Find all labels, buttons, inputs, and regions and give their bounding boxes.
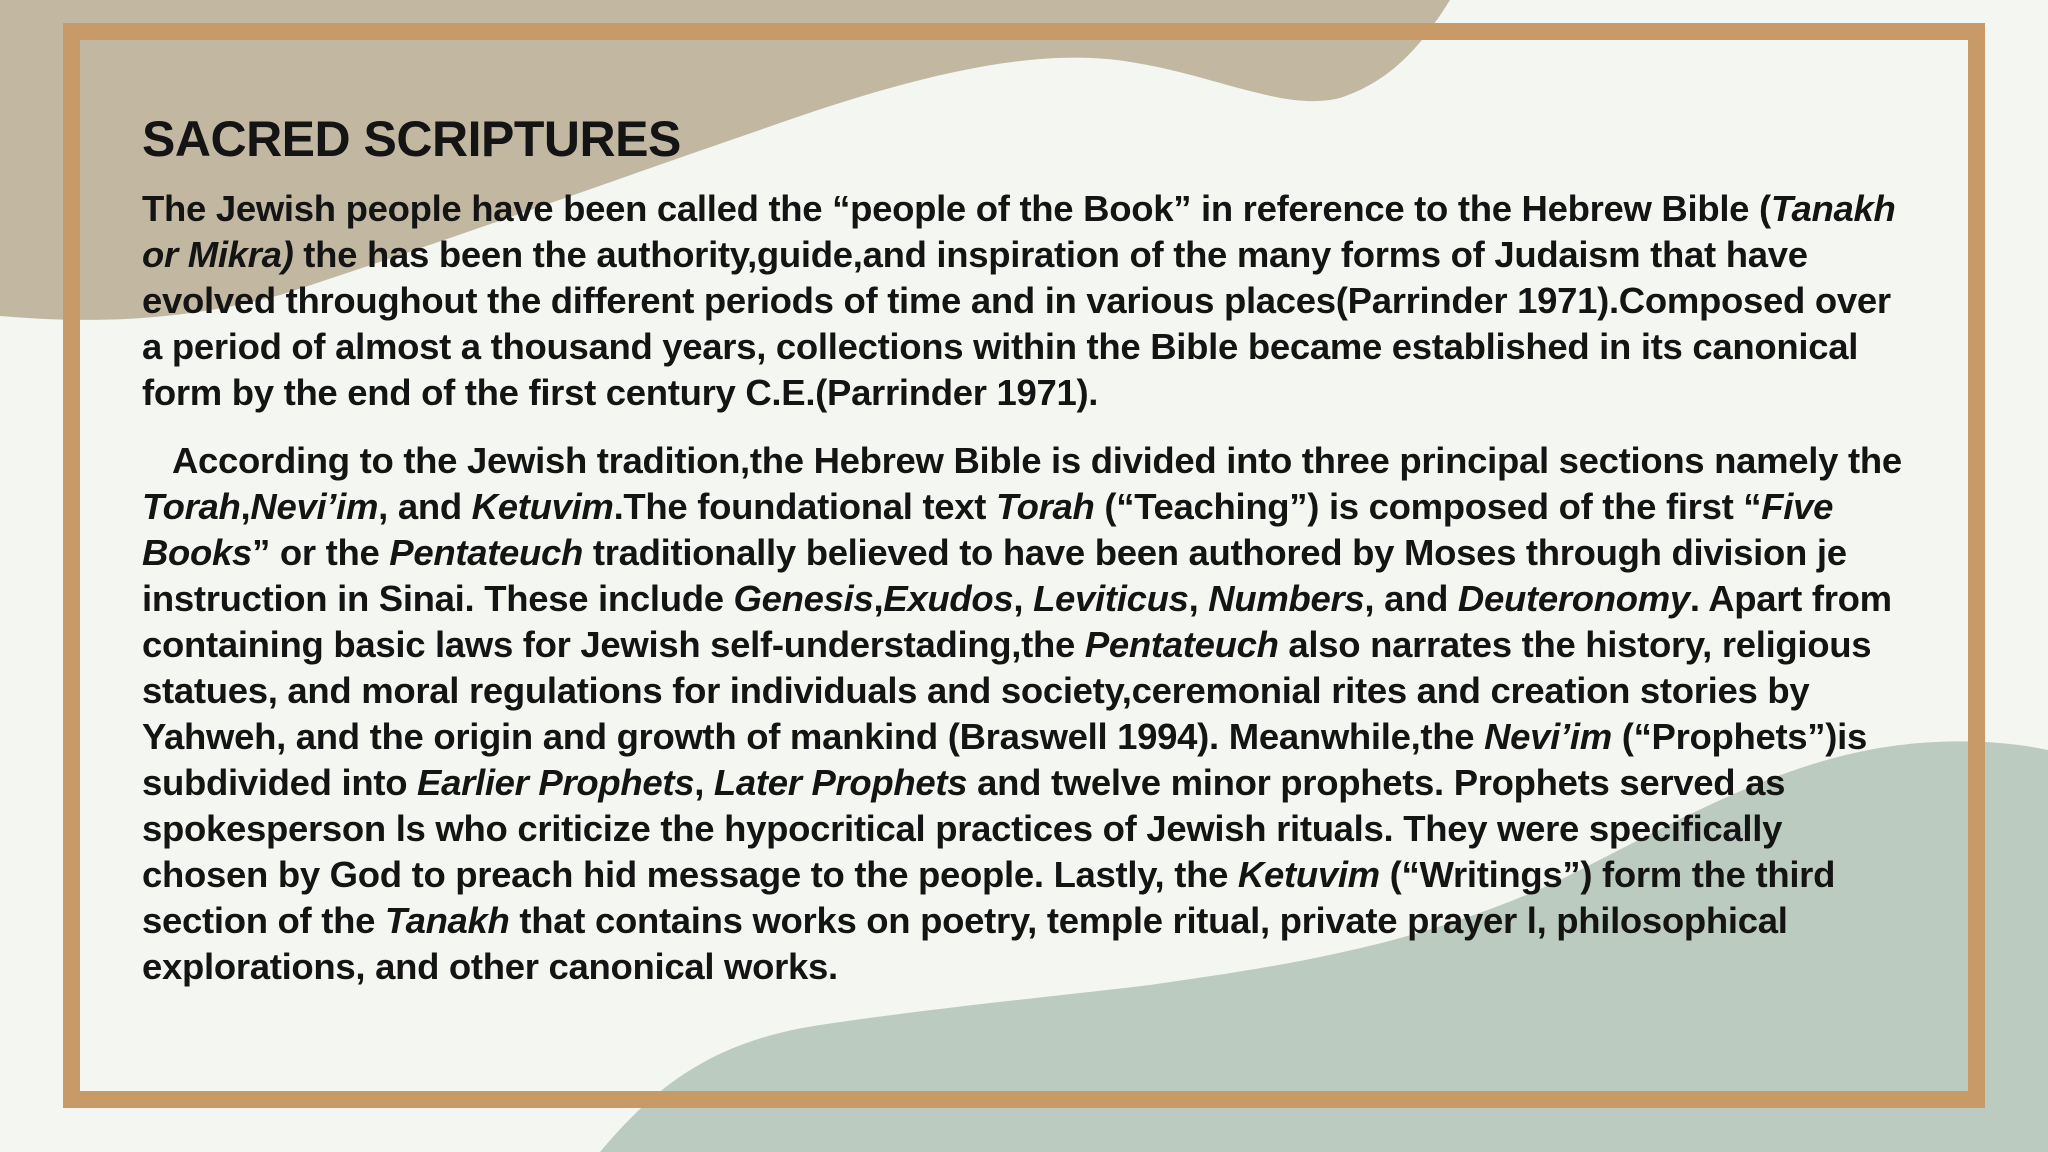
italic-text-run: Torah <box>996 486 1095 527</box>
italic-text-run: Nevi’im <box>1484 716 1612 757</box>
text-run: (“Teaching”) is composed of the first “ <box>1094 486 1762 527</box>
text-run: that contains works on poetry, temple ritual, private prayer l, philosophical explorations, and other canonical works. <box>142 900 1788 987</box>
italic-text-run: Nevi’im <box>250 486 379 527</box>
italic-text-run: Five Books <box>142 486 1834 573</box>
slide-title: SACRED SCRIPTURES <box>142 111 681 167</box>
text-run: (“Prophets”)is subdivided into <box>142 716 1867 803</box>
text-run: , <box>1188 578 1209 619</box>
text-run: .The foundational text <box>613 486 996 527</box>
italic-text-run: Pentateuch <box>1084 624 1279 665</box>
paragraph-1 <box>142 186 1902 416</box>
italic-text-run: Later Prophets <box>713 762 968 803</box>
text-run: , <box>1013 578 1034 619</box>
text-run: , <box>873 578 884 619</box>
italic-text-run: Genesis <box>733 578 874 619</box>
text-run: , <box>694 762 714 803</box>
text-run: , and <box>1364 578 1458 619</box>
text-run: (“Writings”) form the third section of the <box>142 854 1836 941</box>
italic-text-run: Pentateuch <box>389 532 584 573</box>
text-run: , <box>240 486 251 527</box>
paragraph-2 <box>142 438 1902 990</box>
italic-text-run: Tanakh or Mikra) <box>142 188 1896 275</box>
italic-text-run: Exudos <box>883 578 1014 619</box>
text-run: the has been the authority,guide,and inspiration of the many forms of Judaism that have evolved throughout the different periods of time and in various places(Parrinder 1971).Composed over a period of almost a thousand years, collections within the Bible became established in its canonical form by the end of the first century C.E.(Parrinder 1971). <box>142 234 1891 413</box>
text-run: also narrates the history, religious statues, and moral regulations for individuals and society,ceremonial rites and creation stories by Yahweh, and the origin and growth of mankind (Braswell 1994). Meanwhile,the <box>142 624 1872 757</box>
italic-text-run: Ketuvim <box>471 486 614 527</box>
italic-text-run: Tanakh <box>384 900 510 941</box>
text-run: . Apart from containing basic laws for Jewish self-understading,the <box>142 578 1892 665</box>
text-run: and twelve minor prophets. Prophets served as spokesperson ls who criticize the hypocritical practices of Jewish rituals. They were specifically chosen by God to preach hid message to the people. Lastly, the <box>142 762 1786 895</box>
italic-text-run: Leviticus <box>1033 578 1189 619</box>
text-run: traditionally believed to have been authored by Moses through division je instruction in Sinai. These include <box>142 532 1847 619</box>
italic-text-run: Torah <box>142 486 241 527</box>
text-run: , and <box>378 486 472 527</box>
italic-text-run: Ketuvim <box>1237 854 1380 895</box>
text-run: ” or the <box>252 532 390 573</box>
text-run: The Jewish people have been called the “people of the Book” in reference to the Hebrew Bible ( <box>142 188 1771 229</box>
italic-text-run: Numbers <box>1208 578 1365 619</box>
text-run: According to the Jewish tradition,the Hebrew Bible is divided into three principal sections namely the <box>172 440 1902 481</box>
slide-content <box>142 104 1902 990</box>
italic-text-run: Earlier Prophets <box>417 762 695 803</box>
italic-text-run: Deuteronomy <box>1457 578 1690 619</box>
